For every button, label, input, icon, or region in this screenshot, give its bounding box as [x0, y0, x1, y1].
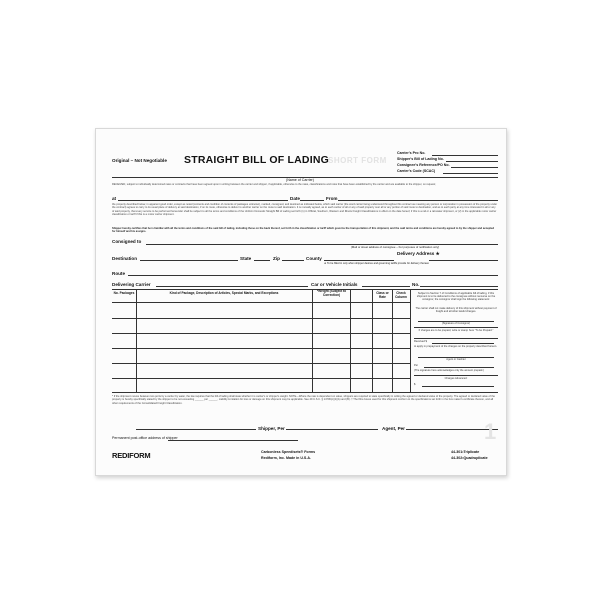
county-label: County: [306, 256, 322, 261]
charges-dollar-sign: $: [414, 383, 416, 386]
col-header-check: Check Column: [395, 291, 407, 299]
mail-street-note: (Mail or street address of consignee – For purposes of notification only): [351, 245, 440, 249]
route-label: Route: [112, 271, 126, 276]
consignee-ref-label: Consignee's Reference/PO No.: [397, 163, 450, 167]
received-terms-fineprint: RECEIVED, subject to individually determined rates or contracts that have been agreed upon in writing between the carrier and shipper, if applicable, otherwise to the rates, classifications and rules that have been established by the carrier and are available to the shipper, on request;: [112, 183, 436, 186]
county-line: [324, 260, 394, 261]
shipper-per-label: Shipper, Per: [258, 426, 285, 431]
permanent-address-label: Permanent post-office address of shipper: [112, 436, 178, 440]
received-amount-label: Received $: [414, 340, 427, 343]
table-row-rule: [112, 348, 410, 349]
prepaid-ack-text: (The signature here acknowledges only the amount prepaid.): [414, 369, 484, 372]
contract-terms-fineprint: the property described below, in apparent good order, except as noted (contents and condition of contents of packages unknown), marked, consigned, and destined as indicated below, which said carrier (the word carrier being understood throughout this contract as meaning any person or corporation in possession of the property under the contract) agrees to carry to its usual place of delivery at said destination, if on its route, otherwise to deliver to another carrier on the route to said destination. It is mutually agreed, as to each carrier of all or any of said property over all or any portion of said route to destination, and as to each party at any time interested in all or any of said property, that every service to be performed hereunder shall be subject to all the terms and conditions of the Uniform Domestic Straight Bill of Lading set forth (1) in Official, Southern, Western and Illinois Freight Classifications in effect on the date hereof, if this is a rail or a rail-water shipment, or (2) in the applicable motor carrier classification or tariff if this is a motor carrier shipment.: [112, 203, 498, 216]
route-line: [128, 275, 498, 276]
bill-of-lading-form: [95, 128, 507, 476]
consignor-signature-caption: (Signature of Consignor): [441, 322, 471, 325]
consignee-ref-line: [451, 167, 498, 168]
col-divider-2: [312, 289, 313, 392]
carrier-code-label: Carrier's Code (SCAC): [397, 169, 436, 173]
prepaid-note: If charges are to be prepaid, write or stamp here "To be Prepaid.": [418, 329, 494, 332]
permanent-address-line: [168, 440, 298, 441]
date-label: Date: [290, 196, 300, 201]
from-line: [338, 200, 498, 201]
delivery-note: ★ To be filled in only when shipper desires and governing tariffs provide for delivery thereat.: [324, 262, 430, 265]
col-divider-3: [350, 289, 351, 392]
delivery-address-label: Delivery Address ★: [397, 251, 440, 256]
table-row-rule: [112, 333, 410, 334]
col-divider-5: [392, 289, 393, 392]
right-panel-rule: [414, 327, 498, 328]
col-header-weight: *Weight (Subject to Correction): [316, 289, 347, 297]
state-label: State: [240, 256, 252, 261]
zip-line: [282, 260, 304, 261]
rediform-logo: REDIFORM: [112, 451, 151, 460]
delivery-address-line: [429, 260, 498, 261]
per-label: Per: [414, 364, 419, 367]
per-line: [424, 367, 494, 368]
short-form-ghost-label: SHORT FORM: [328, 156, 387, 165]
state-line: [254, 260, 270, 261]
right-panel-bottom-rule: [410, 392, 498, 393]
table-row-rule: [112, 318, 410, 319]
carrier-code-line: [443, 173, 498, 174]
col-header-class-rate: Class or Rate: [376, 291, 389, 299]
col-header-packages: No. Packages: [113, 291, 135, 295]
carrier-pro-line: [432, 155, 498, 156]
form-title: STRAIGHT BILL OF LADING: [184, 154, 329, 166]
section7-text: Subject to Section 7 of Conditions of applicable bill of lading, if this shipment is to be delivered to the consignee without recourse on the consignor, the consignor shall sign the following statement:: [416, 292, 496, 302]
original-label: Original – Not Negotiable: [112, 158, 167, 163]
received-amount-line: [432, 343, 494, 344]
zip-label: Zip: [273, 256, 280, 261]
at-line: [118, 200, 288, 201]
date-line: [300, 200, 324, 201]
car-no-label: No.: [412, 282, 420, 287]
destination-label: Destination: [112, 256, 138, 261]
shipper-sign-line: [136, 429, 256, 430]
table-row-rule: [112, 378, 410, 379]
agent-per-label: Agent, Per: [382, 426, 405, 431]
copy-number-ghost: 1: [484, 419, 497, 444]
destination-line: [140, 260, 238, 261]
charges-line: [422, 386, 494, 387]
consigned-to-line: [146, 244, 498, 245]
delivering-carrier-line: [156, 286, 308, 287]
table-bottom-rule: [112, 392, 410, 393]
carrier-delivery-text: The carrier shall not make delivery of this shipment without payment of freight and all other lawful charges.: [415, 307, 497, 314]
right-panel-rule: [414, 338, 498, 339]
car-initials-label: Car or Vehicle Initials: [311, 282, 358, 287]
col-divider-4: [372, 289, 373, 392]
charges-advanced-label: Charges Advanced:: [444, 377, 468, 380]
table-top-rule: [112, 289, 498, 290]
car-initials-line: [362, 286, 410, 287]
delivering-carrier-label: Delivering Carrier: [112, 282, 151, 287]
at-label: at: [112, 196, 117, 201]
form-code-quadruplicate: 44-302•Quadruplicate: [451, 456, 488, 460]
shipper-certification-fineprint: Shipper hereby certifies that he is familiar with all the terms and conditions of the said bill of lading, including those on the back thereof, set forth in the classification or tariff which governs the transportation of this shipment, and the said terms and conditions are hereby agreed to by the shipper and accepted for himself and his assigns.: [112, 227, 495, 234]
col-header-description: Kind of Package, Description of Articles, Special Marks, and Exceptions: [169, 291, 279, 295]
table-header-rule: [112, 302, 410, 303]
shipper-bol-line: [446, 161, 498, 162]
col-divider-6: [410, 289, 411, 392]
name-of-carrier-caption: (Name of Carrier): [286, 178, 314, 182]
footnotes-fineprint: * If the shipment moves between two ports by a carrier by water, the law requires that the bill of lading shall state whether it is carrier's or shipper's weight. NOTE—Where the rate is dependent on value, shippers are required to state specifically in writing the agreed or declared value of the property. The agreed or declared value of the property is hereby specifically stated by the shipper to be not exceeding ______ per ______. Liability Limitation for loss or damage on this shipment may be applicable. See 49 U.S.C. § 14706(c)(1)(A) and (B). † The fibre boxes used for this shipment conform to the specifications set forth in the box maker's certificate thereon, and all other requirements of the Consolidated Freight Classification.: [112, 395, 495, 405]
prepayment-text: to apply in prepayment of the charges on the property described hereon.: [414, 345, 498, 348]
carrier-pro-label: Carrier's Pro No.: [397, 151, 426, 155]
product-line-1: Carbonless Speedisets® Forms: [261, 450, 316, 454]
col-divider-1: [136, 289, 137, 392]
right-panel-rule: [414, 375, 498, 376]
from-label: From: [326, 196, 338, 201]
product-line-2: Rediform, Inc. Made in U.S.A.: [261, 456, 311, 460]
consigned-to-label: Consigned to: [112, 239, 142, 244]
form-code-triplicate: 44-301•Triplicate: [451, 450, 480, 454]
agent-caption: Agent or Cashier: [446, 358, 466, 361]
shipper-bol-label: Shipper's Bill of Lading No.: [397, 157, 444, 161]
shipper-per-line: [286, 429, 378, 430]
car-no-line: [420, 286, 498, 287]
table-row-rule: [112, 363, 410, 364]
